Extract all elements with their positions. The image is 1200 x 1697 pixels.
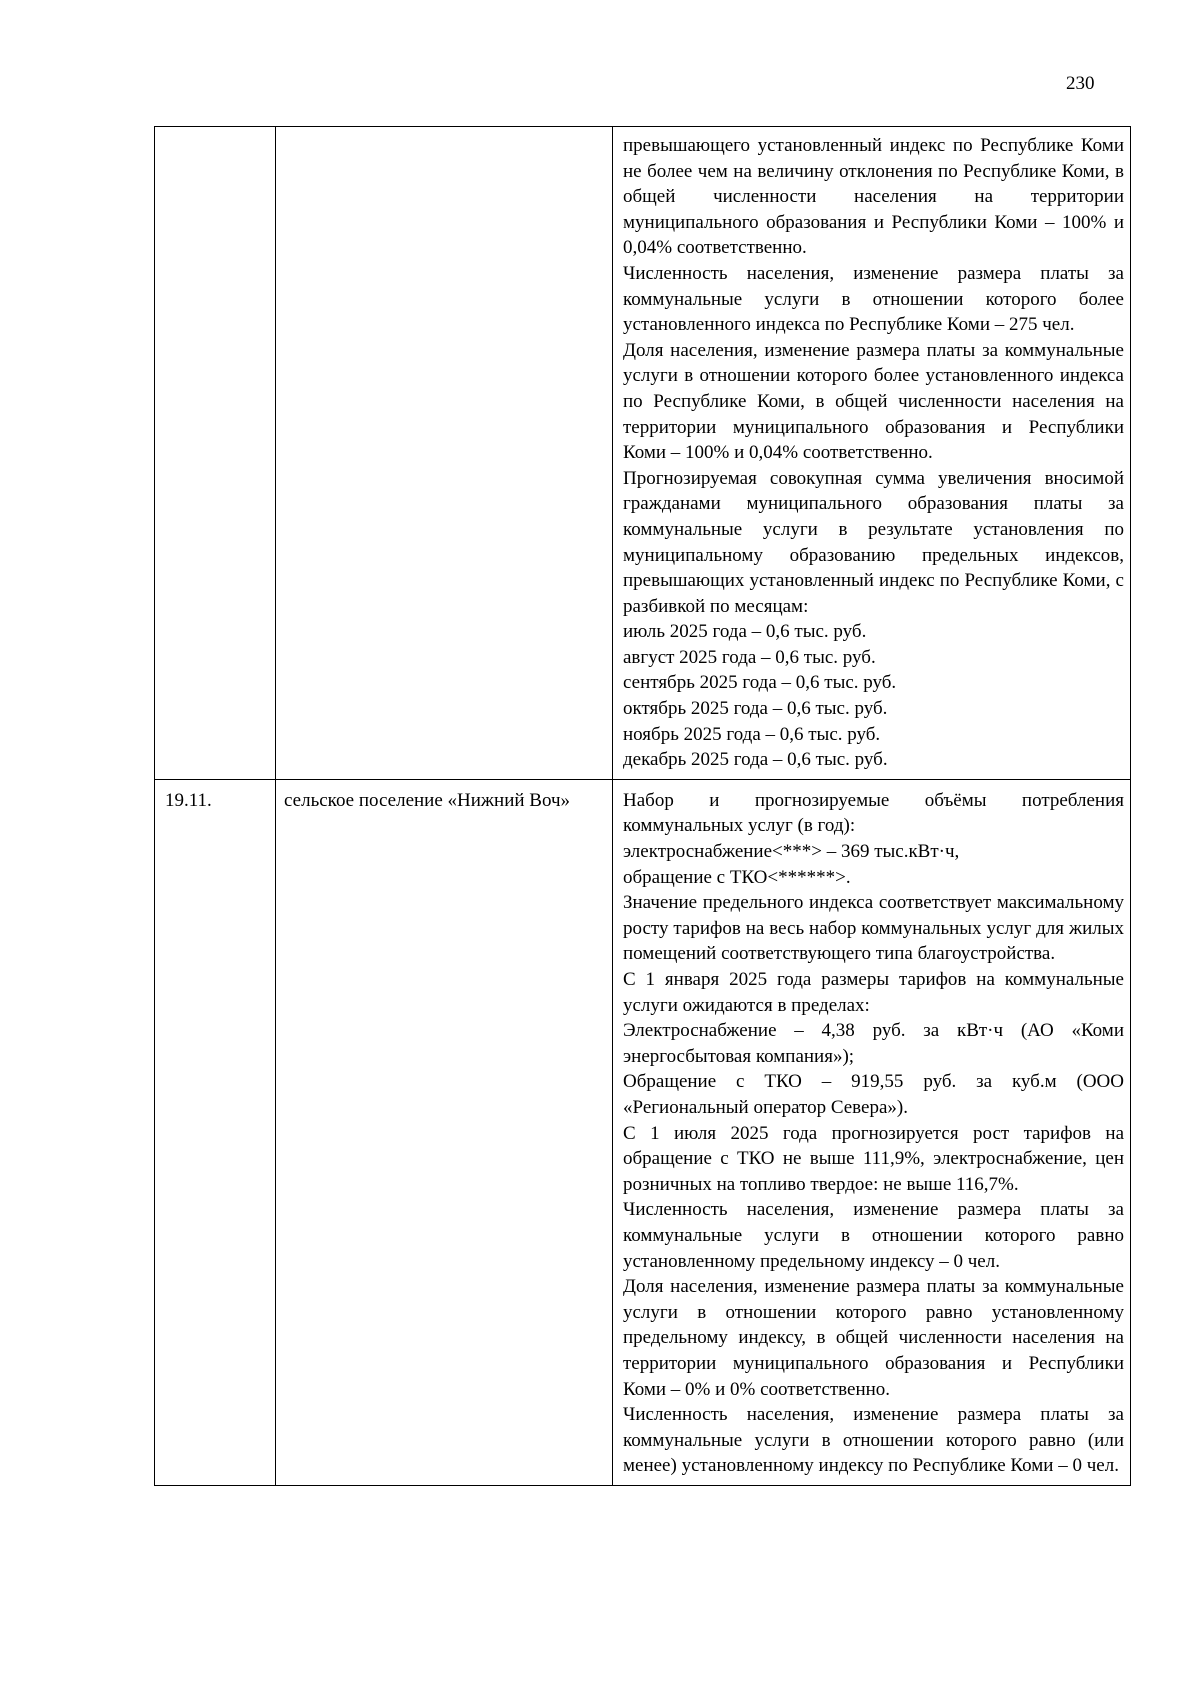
paragraph: Значение предельного индекса соответствует максимальному росту тарифов на весь набор коммунальных услуг для жилых помещений соответствующего типа благоустройства. <box>623 892 1124 965</box>
paragraph: Доля населения, изменение размера платы за коммунальные услуги в отношении которого более установленного индекса по Республике Коми, в общей численности населения на территории муниципального образования и Республики Коми – 100% и 0,04% соответственно. <box>623 339 1124 464</box>
month-line: ноябрь 2025 года – 0,6 тыс. руб. <box>623 723 881 745</box>
month-line: декабрь 2025 года – 0,6 тыс. руб. <box>623 749 888 771</box>
month-line: сентябрь 2025 года – 0,6 тыс. руб. <box>623 672 897 694</box>
paragraph: Набор и прогнозируемые объёмы потребления коммунальных услуг (в год): <box>623 789 1124 837</box>
paragraph: обращение с ТКО<******>. <box>623 866 851 888</box>
row-number-cell: 19.11. <box>155 779 276 1485</box>
table-row <box>155 127 1131 780</box>
month-line: август 2025 года – 0,6 тыс. руб. <box>623 646 876 668</box>
month-line: октябрь 2025 года – 0,6 тыс. руб. <box>623 698 888 720</box>
paragraph: электроснабжение<***> – 369 тыс.кВт·ч, <box>623 841 960 863</box>
paragraph: С 1 января 2025 года размеры тарифов на коммунальные услуги ожидаются в пределах: <box>623 969 1124 1016</box>
data-table <box>154 126 1131 1486</box>
municipality-name-cell: сельское поселение «Нижний Воч» <box>276 779 613 1485</box>
page-number: 230 <box>1066 73 1095 94</box>
row-number-cell <box>155 127 276 780</box>
description-cell <box>613 127 1131 780</box>
paragraph: Численность населения, изменение размера платы за коммунальные услуги в отношении которого равно (или менее) установленному индексу по Республике Коми – 0 чел. <box>623 1404 1124 1477</box>
paragraph: С 1 июля 2025 года прогнозируется рост тарифов на обращение с ТКО не выше 111,9%, электроснабжение, цен розничных на топливо твердое: не выше 116,7%. <box>623 1122 1124 1195</box>
description-cell <box>613 779 1131 1485</box>
paragraph: Численность населения, изменение размера платы за коммунальные услуги в отношении которого равно установленному предельному индексу – 0 чел. <box>623 1199 1124 1272</box>
paragraph: Электроснабжение – 4,38 руб. за кВт·ч (АО «Коми энергосбытовая компания»); <box>623 1020 1124 1067</box>
paragraph: Обращение с ТКО – 919,55 руб. за куб.м (ООО «Региональный оператор Севера»). <box>623 1071 1124 1118</box>
month-line: июль 2025 года – 0,6 тыс. руб. <box>623 621 867 643</box>
paragraph: Прогнозируемая совокупная сумма увеличения вносимой гражданами муниципального образования платы за коммунальные услуги в результате установления по муниципальному образованию предельных индексов, превышающих установленный индекс по Республике Коми, с разбивкой по месяцам: <box>623 467 1124 617</box>
paragraph: превышающего установленный индекс по Республике Коми не более чем на величину отклонения по Республике Коми, в общей численности населения на территории муниципального образования и Республики Коми – 100% и 0,04% соответственно. <box>623 135 1124 259</box>
municipality-name-cell <box>276 127 613 780</box>
table-row <box>155 779 1131 1485</box>
paragraph: Численность населения, изменение размера платы за коммунальные услуги в отношении которого более установленного индекса по Республике Коми – 275 чел. <box>623 262 1124 336</box>
paragraph: Доля населения, изменение размера платы за коммунальные услуги в отношении которого равно установленному предельному индексу, в общей численности населения на территории муниципального образования и Республики Коми – 0% и 0% соответственно. <box>623 1276 1124 1400</box>
